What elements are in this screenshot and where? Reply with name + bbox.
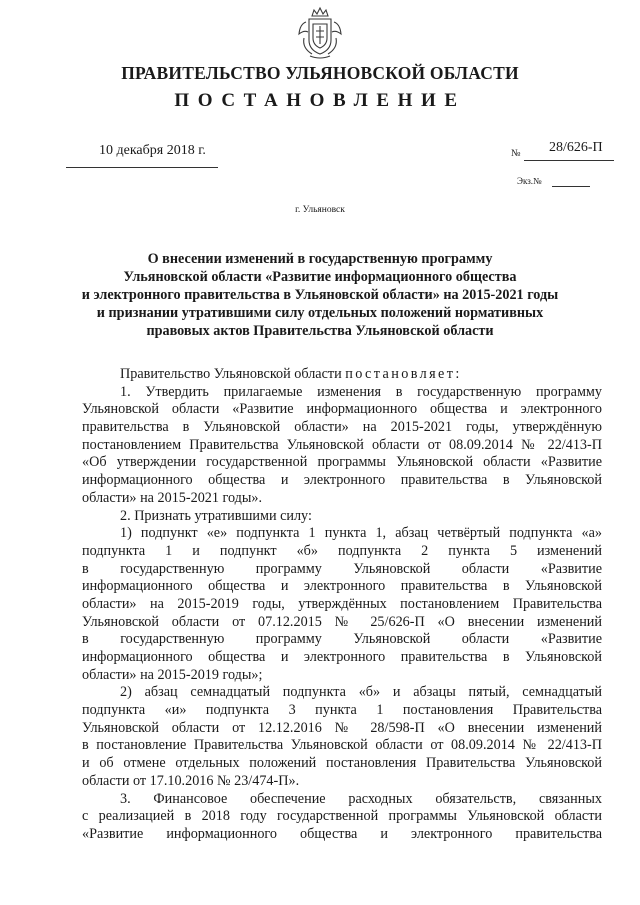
body-line: информационного общества и электронного правительства в Ульяновской bbox=[82, 578, 602, 595]
body-line: 1) подпункт «е» подпункта 1 пункта 1, абзац четвёртый подпункта «а» bbox=[120, 525, 602, 542]
number-sign: № bbox=[511, 148, 521, 159]
decree-date: 10 декабря 2018 г. bbox=[99, 143, 206, 158]
body-line: области» на 2015-2019 годы»; bbox=[82, 666, 263, 683]
body-line: постановлением Правительства Ульяновской области от 08.09.2014 № 22/413-П bbox=[82, 436, 602, 453]
date-underline bbox=[66, 167, 218, 168]
body-line: в государственную программу Ульяновской области «Развитие bbox=[82, 631, 602, 648]
body-line: подпункта 1 и подпункт «б» подпункта 2 пункта 5 изменений bbox=[82, 542, 602, 559]
title-line: правовых актов Правительства Ульяновской области bbox=[146, 323, 494, 339]
body-line: Ульяновской области от 12.12.2016 № 28/598-П «О внесении изменений bbox=[82, 719, 602, 736]
city-name: г. Ульяновск bbox=[295, 205, 345, 215]
body-line: в государственную программу Ульяновской области «Развитие bbox=[82, 560, 602, 577]
body-line: 2. Признать утратившими силу: bbox=[120, 507, 312, 524]
decree-title bbox=[50, 250, 590, 340]
body-line: области» на 2015-2019 годы, утверждённых постановлением Правительства bbox=[82, 595, 602, 612]
preamble-verb: постановляет: bbox=[345, 366, 462, 382]
body-line: Ульяновской области от 07.12.2015 № 25/626-П «О внесении изменений bbox=[82, 613, 602, 630]
copy-number-underline bbox=[552, 186, 590, 187]
body-line: с реализацией в 2018 году государственной программы Ульяновской области bbox=[82, 808, 602, 825]
body-line: Ульяновской области «Развитие информационного общества и электронного bbox=[82, 401, 602, 418]
body-line: 3. Финансовое обеспечение расходных обязательств, связанных bbox=[120, 790, 602, 807]
body-line: в постановление Правительства Ульяновской области от 08.09.2014 № 22/413-П bbox=[82, 737, 602, 754]
preamble-text: Правительство Ульяновской области bbox=[120, 366, 346, 382]
title-line: О внесении изменений в государственную программу bbox=[147, 251, 493, 267]
copy-number-label: Экз.№ bbox=[517, 176, 542, 186]
coat-of-arms-emblem bbox=[296, 4, 344, 60]
body-line: и об отмене отдельных положений постановления Правительства Ульяновской bbox=[82, 755, 602, 772]
body-line: 1. Утвердить прилагаемые изменения в государственную программу bbox=[120, 383, 602, 400]
government-name: ПРАВИТЕЛЬСТВО УЛЬЯНОВСКОЙ ОБЛАСТИ bbox=[121, 63, 519, 83]
body-line: правительства в Ульяновской области» на 2015-2021 годы, утверждённую bbox=[82, 419, 602, 436]
body-line: области» на 2015-2021 годы». bbox=[82, 489, 263, 506]
document-type: ПОСТАНОВЛЕНИЕ bbox=[174, 90, 466, 111]
title-line: Ульяновской области «Развитие информационного общества bbox=[123, 269, 517, 285]
body-line: «Об утверждении государственной программы Ульяновской области «Развитие bbox=[82, 454, 602, 471]
title-line: и признании утратившими силу отдельных положений нормативных bbox=[96, 305, 544, 321]
title-line: и электронного правительства в Ульяновской области» на 2015-2021 годы bbox=[81, 287, 559, 303]
body-line: области от 17.10.2016 № 23/474-П». bbox=[82, 772, 300, 789]
number-underline bbox=[524, 160, 614, 161]
body-line: информационного общества и электронного правительства в Ульяновской bbox=[82, 472, 602, 489]
decree-number: 28/626-П bbox=[549, 140, 603, 155]
body-line: информационного общества и электронного правительства в Ульяновской bbox=[82, 649, 602, 665]
body-line: подпункта «и» подпункта 3 пункта 1 постановления Правительства bbox=[82, 702, 602, 719]
body-line: 2) абзац семнадцатый подпункта «б» и абзацы пятый, семнадцатый bbox=[120, 684, 602, 701]
preamble bbox=[82, 366, 602, 384]
decree-body bbox=[82, 366, 602, 844]
body-line: «Развитие информационного общества и электронного правительства bbox=[82, 825, 602, 842]
